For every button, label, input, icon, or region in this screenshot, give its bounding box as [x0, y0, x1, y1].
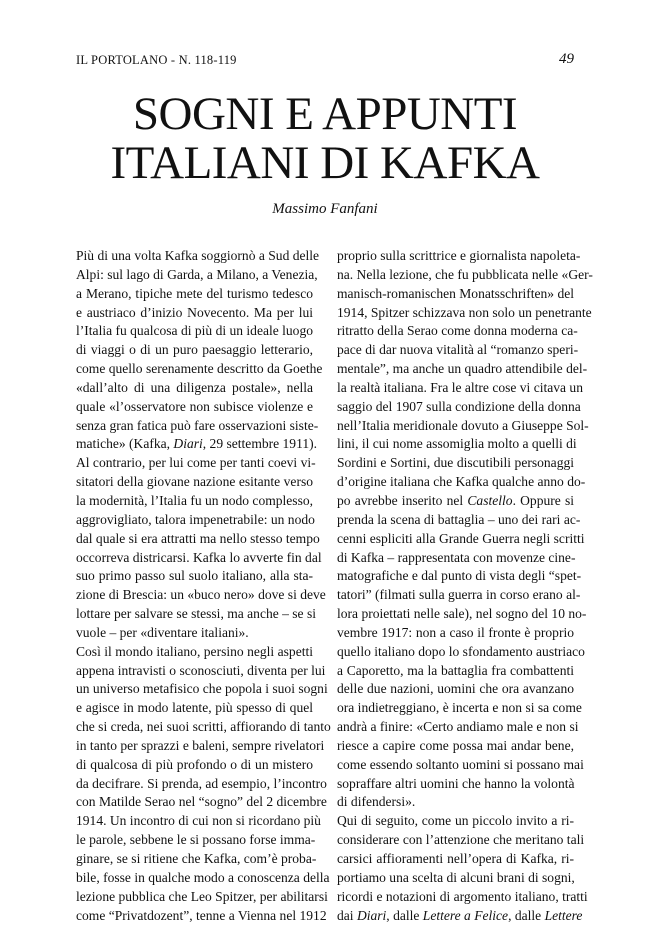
- text-line: con Matilde Serao nel “sogno” del 2 dicembre: [76, 794, 327, 810]
- text-line: che si creda, nei suoi scritti, affiorando di tanto: [76, 719, 331, 735]
- work-title: Castello: [467, 492, 513, 508]
- text-line: occorreva districarsi. Kafka lo avverte fin dal: [76, 549, 322, 565]
- text-line: 1914, Spitzer schizzava non solo un penetrante: [337, 304, 592, 320]
- text-line: dal quale si era attratti ma nello stesso tempo: [76, 530, 320, 546]
- text-line: lottare per salvare se stessi, ma anche – se si: [76, 606, 316, 622]
- text-line: come quello serenamente descritto da Goethe: [76, 361, 323, 377]
- text-line: riesce a capire come possa mai andar bene,: [337, 737, 574, 753]
- text-line: di viaggi o di un puro paesaggio letterario,: [76, 342, 313, 358]
- text-line: vuole – per «diventare italiani».: [76, 624, 249, 640]
- page-number: 49: [559, 51, 574, 67]
- text-line: lora proiettati nelle sale), nel sogno del 10 no-: [337, 606, 587, 622]
- text-line: vembre 1917: non a caso il fronte è proprio: [337, 624, 574, 640]
- text-line: ora indietreggiano, è incerta e non si sa come: [337, 700, 582, 716]
- text-line: delle due nazioni, uomini che ora avanzano: [337, 681, 574, 697]
- text-line: a Merano, tipiche mete del turismo tedesco: [76, 285, 313, 301]
- text-line: l’Italia fu qualcosa di più di un ideale luogo: [76, 323, 314, 339]
- text-line: pace di dar nuova vitalità al “romanzo speri-: [337, 342, 579, 358]
- text-line: Al contrario, per lui come per tanti coevi vi-: [76, 455, 316, 471]
- text-line: cenni espliciti alla Grande Guerra negli scritti: [337, 530, 585, 546]
- text-line: «dall’alto di una diligenza postale», nella: [76, 379, 313, 395]
- text-line: quello italiano dopo lo sfondamento austriaco: [337, 643, 585, 659]
- text-line: matografiche e dal punto di vista degli “spet-: [337, 568, 582, 584]
- text-line: senza gran fatica può fare osservazioni siste-: [76, 417, 319, 433]
- title-line: ITALIANI DI KAFKA: [110, 137, 540, 189]
- text-line: e austriaco d’inizio Novecento. Ma per lui: [76, 304, 313, 320]
- text-line: po avrebbe inserito nel Castello. Oppure si: [337, 492, 575, 508]
- text-line: la modernità, l’Italia fu un nodo complesso,: [76, 492, 314, 508]
- work-title: Diari: [356, 907, 387, 923]
- text-line: in tanto per sprazzi e baleni, sempre rivelatori: [76, 737, 325, 753]
- right-text-column: [337, 247, 593, 925]
- work-title: Lettere: [544, 907, 583, 923]
- text-line: 1914. Un incontro di cui non si ricordano più: [76, 813, 321, 829]
- left-text-column: [76, 247, 331, 925]
- text-line: saggio del 1907 sulla condizione della donna: [337, 398, 581, 414]
- text-line: na. Nella lezione, che fu pubblicata nelle «Ger-: [337, 266, 593, 282]
- text-line: di difendersi».: [337, 794, 416, 810]
- text-line: dai Diari, dalle Lettere a Felice, dalle Lettere: [337, 907, 583, 923]
- journal-name: IL PORTOLANO - N. 118-119: [76, 53, 237, 67]
- text-line: portiamo una scelta di alcuni brani di sogni,: [337, 869, 575, 885]
- text-line: zione di Brescia: un «buco nero» dove si deve: [76, 587, 326, 603]
- text-line: lini, il cui nome assomiglia molto a quelli di: [337, 436, 577, 452]
- text-line: prenda la scena di battaglia – uno dei rari ac-: [337, 511, 581, 527]
- text-line: proprio sulla scrittrice e giornalista napoleta-: [337, 248, 581, 263]
- text-line: sitatori della giovane nazione esitante verso: [76, 474, 313, 490]
- article-title: [0, 90, 650, 188]
- title-line: SOGNI E APPUNTI: [132, 88, 518, 140]
- text-line: tatori” (filmati sulla guerra in corso erano al-: [337, 587, 581, 603]
- text-line: nell’Italia meridionale dovuto a Giuseppe Sol-: [337, 417, 589, 433]
- text-line: Alpi: sul lago di Garda, a Milano, a Venezia,: [76, 266, 318, 282]
- text-line: appena intravisti o sconosciuti, diventa per lui: [76, 662, 326, 678]
- text-line: manisch-romanischen Monatsschriften» del: [337, 285, 575, 301]
- text-line: andrà a finire: «Certo andiamo male e non si: [337, 719, 579, 735]
- text-line: Sordini e Sortini, due discutibili personaggi: [337, 455, 574, 471]
- text-line: mentale”, ma anche un quadro attendibile del-: [337, 361, 588, 377]
- text-line: matiche» (Kafka, Diari, 29 settembre 1911).: [76, 436, 318, 452]
- work-title: Lettere a Felice: [422, 907, 509, 923]
- text-line: ginare, se si ritiene che Kafka, com’è proba-: [76, 851, 317, 866]
- text-line: come essendo soltanto uomini si possano mai: [337, 756, 584, 772]
- text-line: d’origine italiana che Kafka qualche anno do-: [337, 474, 586, 490]
- text-line: sopraffare altri uomini che hanno la volontà: [337, 775, 575, 791]
- text-line: quale «l’osservatore non subisce violenze e: [76, 398, 313, 414]
- running-header: [76, 53, 574, 71]
- work-title: Diari: [173, 436, 203, 452]
- text-line: da decifrare. Si prenda, ad esempio, l’incontro: [76, 775, 327, 791]
- text-line: come “Privatdozent”, tenne a Vienna nel 1912: [76, 907, 327, 923]
- text-line: lezione pubblica che Leo Spitzer, per abilitarsi: [76, 888, 328, 904]
- text-line: suo primo passo sul suolo italiano, alla sta-: [76, 568, 313, 584]
- text-line: di Kafka – rappresentata con movenze cine-: [337, 549, 576, 565]
- text-line: un universo metafisico che popola i suoi sogni: [76, 681, 328, 697]
- text-line: e agisce in modo latente, più spesso di quel: [76, 700, 313, 716]
- text-line: le parole, sebbene le si possano forse imma-: [76, 832, 316, 848]
- text-line: aggrovigliato, talora impenetrabile: un nodo: [76, 511, 315, 527]
- text-line: di qualcosa di più profondo o di un mistero: [76, 756, 313, 772]
- text-line: considerare con l’attenzione che meritano tali: [337, 832, 585, 848]
- text-line: ricordi e notazioni di argomento italiano, tratti: [337, 888, 588, 904]
- text-line: carsici affioramenti nell’opera di Kafka, ri-: [337, 851, 574, 866]
- text-line: ritratto della Serao come donna moderna ca-: [337, 323, 578, 339]
- author-name: Massimo Fanfani: [272, 201, 378, 217]
- text-line: Così il mondo italiano, persino negli aspetti: [76, 643, 313, 659]
- text-line: la realtà italiana. Fra le altre cose vi citava un: [337, 379, 583, 395]
- text-line: a Caporetto, ma la battaglia fra combattenti: [337, 662, 574, 678]
- text-line: Più di una volta Kafka soggiornò a Sud delle: [76, 248, 320, 263]
- text-line: Qui di seguito, come un piccolo invito a ri-: [337, 813, 574, 829]
- text-line: bile, fosse in qualche modo a conoscenza della: [76, 869, 330, 885]
